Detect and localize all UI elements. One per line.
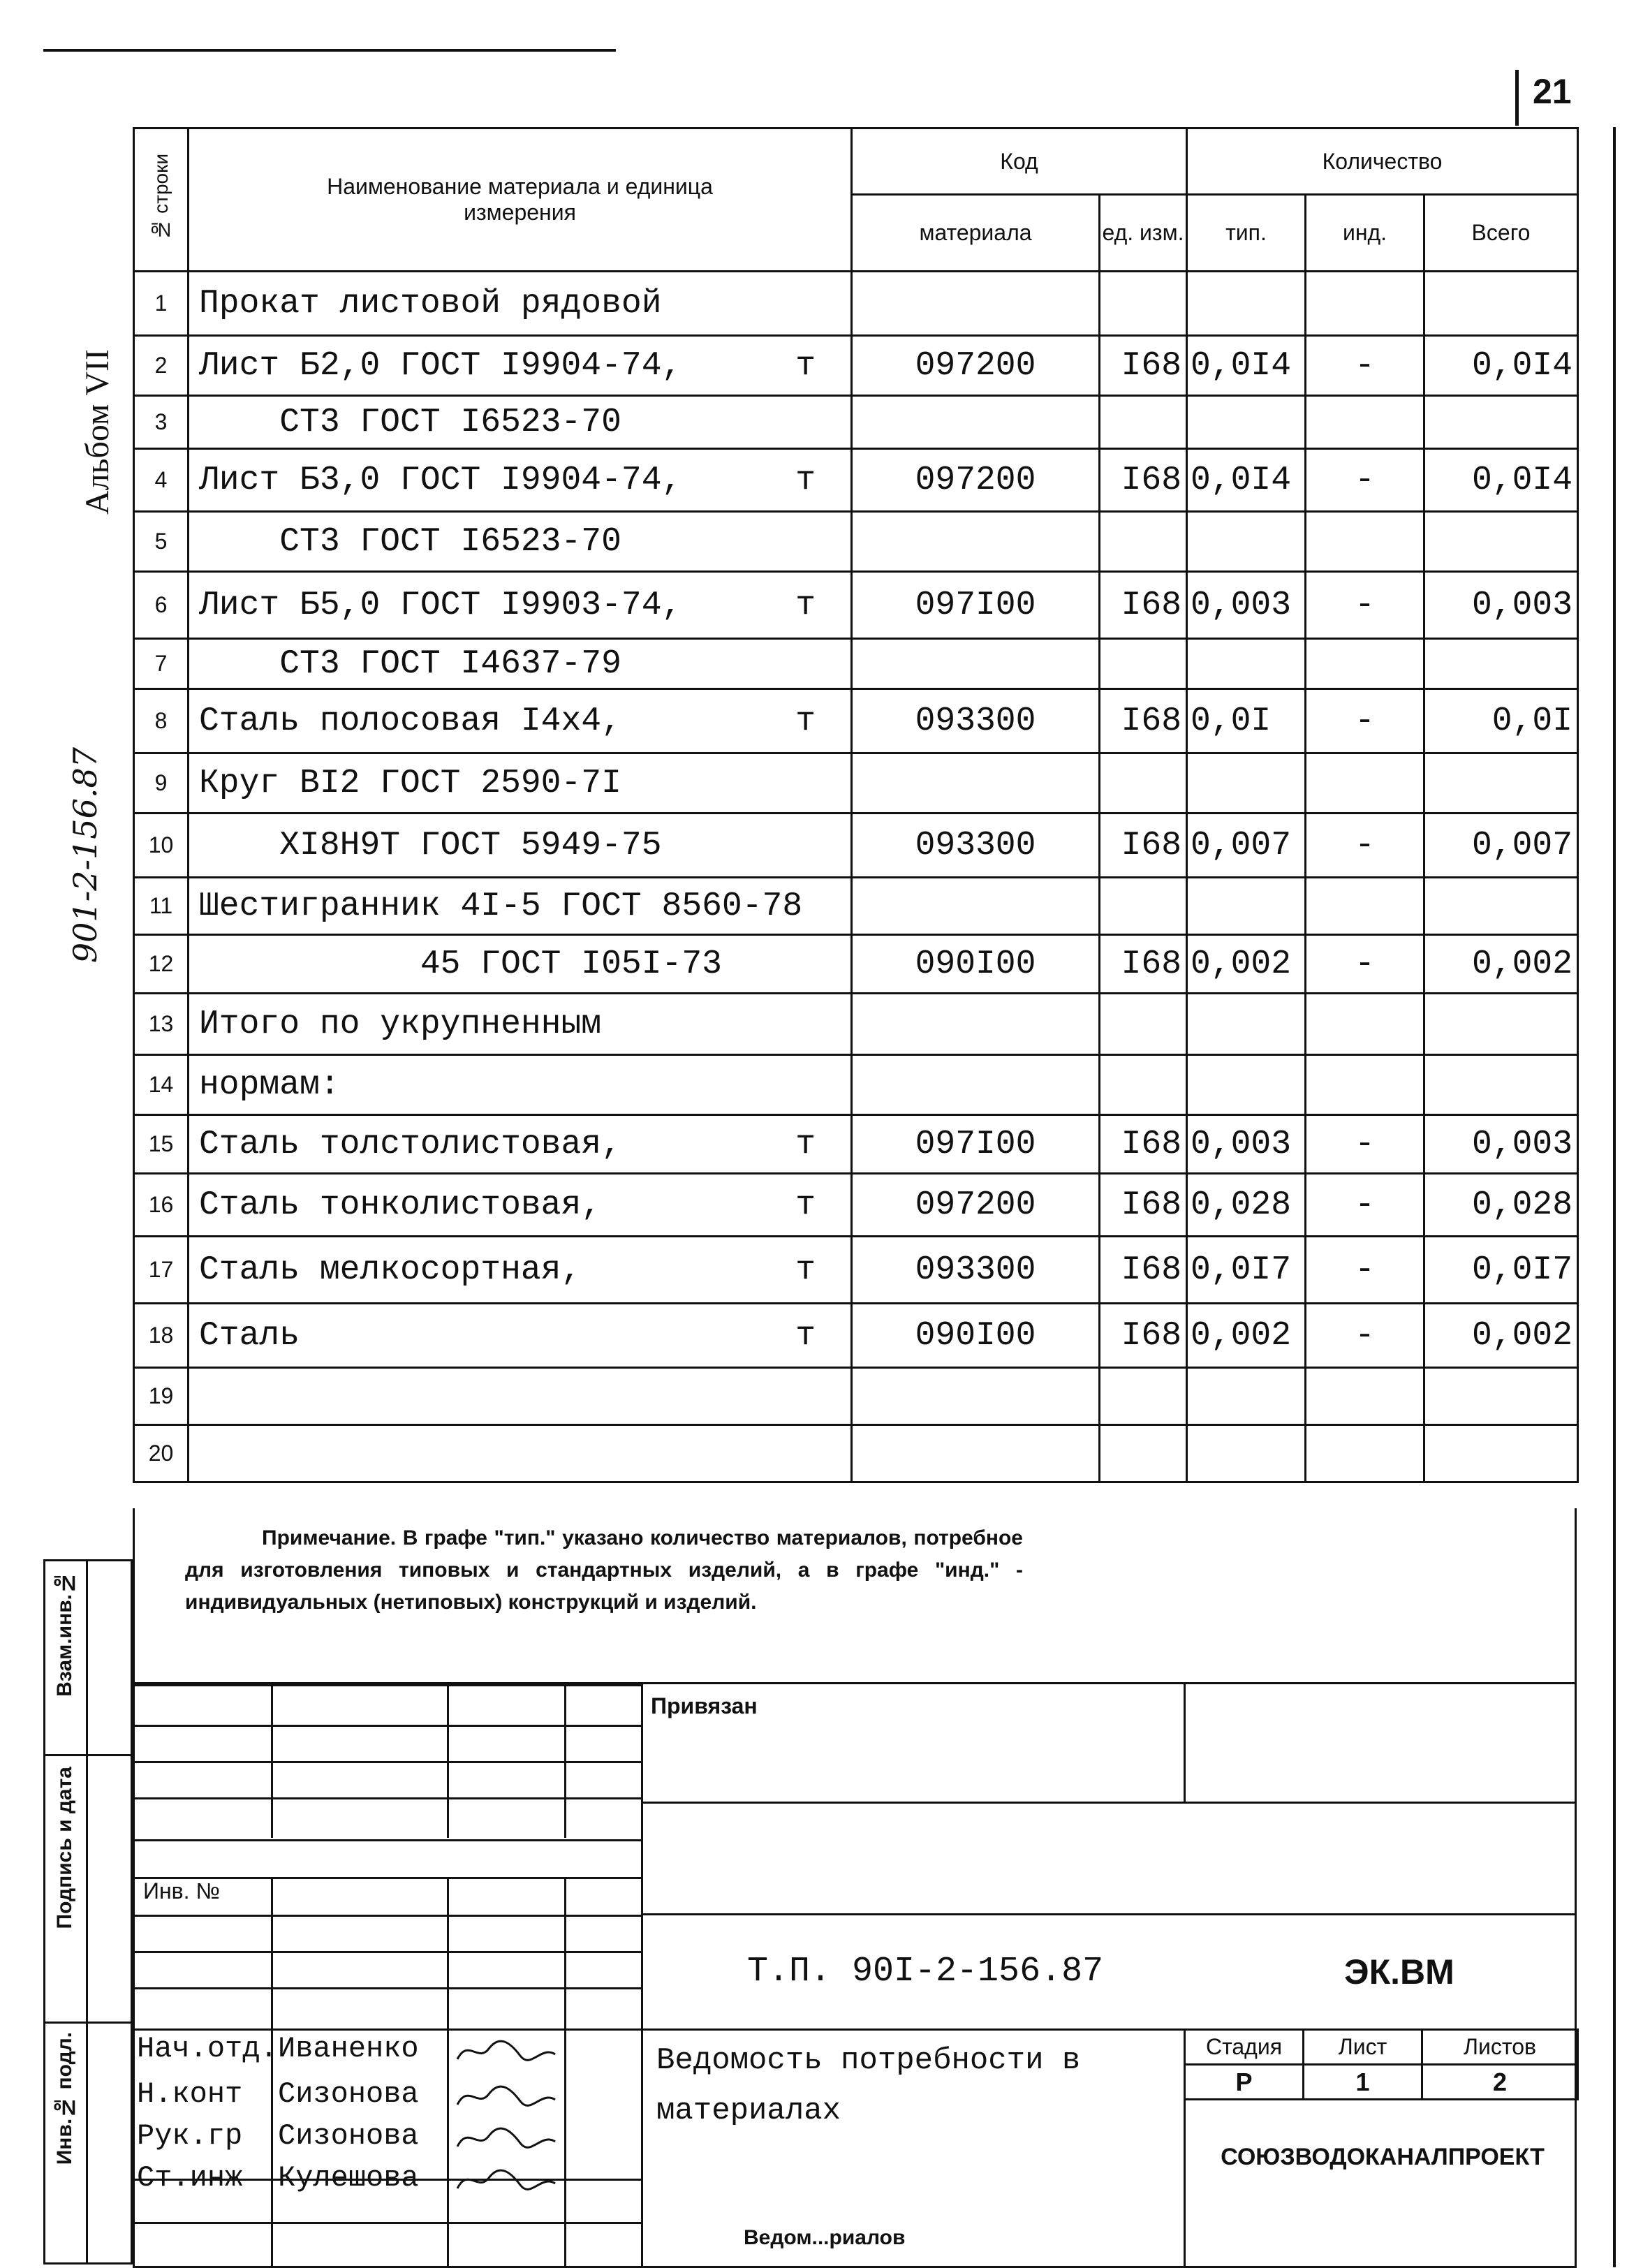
right-frame-line bbox=[1613, 127, 1616, 2267]
row-number: 5 bbox=[134, 512, 189, 572]
material-name: Лист Б3,0 ГОСТ I9904-74, bbox=[199, 461, 682, 499]
row-number: 9 bbox=[134, 753, 189, 813]
material-name-cell bbox=[189, 272, 852, 336]
qty-total: 0,002 bbox=[1424, 1304, 1578, 1368]
unit-code: I68 bbox=[1100, 1304, 1187, 1368]
doc-footer-partial: Ведом...риалов bbox=[744, 2226, 906, 2249]
material-name-cell bbox=[189, 512, 852, 572]
qty-total: 0,0I bbox=[1424, 689, 1578, 753]
header-q-ind: инд. bbox=[1306, 195, 1424, 272]
qty-ind: - bbox=[1306, 813, 1424, 878]
materials-table bbox=[133, 127, 1579, 1483]
material-code bbox=[852, 1368, 1100, 1425]
table-row bbox=[134, 1368, 1578, 1425]
material-name-cell bbox=[189, 1304, 852, 1368]
qty-typ bbox=[1187, 878, 1306, 935]
row-number: 13 bbox=[134, 994, 189, 1055]
material-name-cell bbox=[189, 1425, 852, 1482]
header-quantity: Количество bbox=[1187, 128, 1578, 195]
qty-total: 0,007 bbox=[1424, 813, 1578, 878]
qty-ind: - bbox=[1306, 689, 1424, 753]
material-name-cell bbox=[189, 449, 852, 512]
album-label: Альбом VII bbox=[79, 349, 116, 515]
table-row bbox=[134, 1055, 1578, 1115]
material-unit: т bbox=[795, 1316, 816, 1355]
material-name-cell bbox=[189, 994, 852, 1055]
qty-total bbox=[1424, 396, 1578, 449]
unit-code bbox=[1100, 512, 1187, 572]
sheet-value: 1 bbox=[1304, 2065, 1422, 2100]
material-name-cell bbox=[189, 639, 852, 689]
material-code bbox=[852, 396, 1100, 449]
unit-code bbox=[1100, 639, 1187, 689]
table-row bbox=[134, 1425, 1578, 1482]
qty-typ: 0,0I4 bbox=[1187, 449, 1306, 512]
qty-typ: 0,0I7 bbox=[1187, 1237, 1306, 1304]
qty-ind bbox=[1306, 1368, 1424, 1425]
qty-total bbox=[1424, 1368, 1578, 1425]
material-code: 093300 bbox=[852, 813, 1100, 878]
row-number: 14 bbox=[134, 1055, 189, 1115]
signature-role: Ст.инж bbox=[137, 2161, 243, 2195]
qty-typ bbox=[1187, 512, 1306, 572]
material-name-cell bbox=[189, 1115, 852, 1174]
material-code bbox=[852, 878, 1100, 935]
signature-role: Рук.гр bbox=[137, 2119, 243, 2153]
material-code: 097200 bbox=[852, 336, 1100, 396]
table-row bbox=[134, 689, 1578, 753]
material-name-cell bbox=[189, 935, 852, 994]
table-row bbox=[134, 753, 1578, 813]
table-row bbox=[134, 572, 1578, 639]
qty-ind: - bbox=[1306, 1115, 1424, 1174]
qty-total: 0,028 bbox=[1424, 1174, 1578, 1237]
handwritten-signature bbox=[454, 2035, 559, 2070]
material-name: Сталь мелкосортная, bbox=[199, 1251, 582, 1289]
unit-code: I68 bbox=[1100, 449, 1187, 512]
row-number: 19 bbox=[134, 1368, 189, 1425]
handwritten-signature bbox=[454, 2080, 559, 2115]
material-unit: т bbox=[795, 1251, 816, 1289]
material-name: 45 ГОСТ I05I-73 bbox=[199, 945, 722, 983]
qty-typ bbox=[1187, 1425, 1306, 1482]
qty-ind bbox=[1306, 512, 1424, 572]
material-name: Лист Б5,0 ГОСТ I9903-74, bbox=[199, 586, 682, 624]
material-name-cell bbox=[189, 689, 852, 753]
sheets-label: Листов bbox=[1422, 2030, 1578, 2065]
doc-mark: ЭК.ВМ bbox=[1344, 1952, 1454, 1991]
header-code-unit: ед. изм. bbox=[1100, 195, 1187, 272]
qty-ind: - bbox=[1306, 1304, 1424, 1368]
material-unit: т bbox=[795, 346, 816, 385]
doc-code: Т.П. 90I-2-156.87 bbox=[747, 1952, 1104, 1991]
stage-table bbox=[1184, 2028, 1579, 2100]
signature-name: Кулешова bbox=[278, 2161, 419, 2195]
qty-total bbox=[1424, 994, 1578, 1055]
row-number: 6 bbox=[134, 572, 189, 639]
qty-typ: 0,007 bbox=[1187, 813, 1306, 878]
material-unit: т bbox=[795, 1125, 816, 1163]
unit-code: I68 bbox=[1100, 1115, 1187, 1174]
table-row bbox=[134, 396, 1578, 449]
handwritten-signature bbox=[454, 2122, 559, 2157]
row-number: 15 bbox=[134, 1115, 189, 1174]
material-unit: т bbox=[795, 461, 816, 499]
qty-ind bbox=[1306, 753, 1424, 813]
qty-typ bbox=[1187, 753, 1306, 813]
table-row bbox=[134, 994, 1578, 1055]
qty-total: 0,003 bbox=[1424, 572, 1578, 639]
qty-total: 0,0I4 bbox=[1424, 449, 1578, 512]
material-name: Круг ВI2 ГОСТ 2590-7I bbox=[199, 764, 621, 802]
unit-code: I68 bbox=[1100, 572, 1187, 639]
material-name-cell bbox=[189, 1368, 852, 1425]
table-row bbox=[134, 1237, 1578, 1304]
qty-typ: 0,002 bbox=[1187, 1304, 1306, 1368]
header-q-typ: тип. bbox=[1187, 195, 1306, 272]
qty-total bbox=[1424, 639, 1578, 689]
material-name-cell bbox=[189, 396, 852, 449]
qty-ind bbox=[1306, 396, 1424, 449]
row-number: 8 bbox=[134, 689, 189, 753]
table-row bbox=[134, 1304, 1578, 1368]
unit-code bbox=[1100, 994, 1187, 1055]
doc-title: Ведомость потребности в материалах bbox=[656, 2043, 1081, 2128]
sheet-number-divider bbox=[1515, 70, 1519, 126]
qty-ind: - bbox=[1306, 336, 1424, 396]
material-name: СТ3 ГОСТ I4637-79 bbox=[199, 645, 621, 683]
qty-typ bbox=[1187, 396, 1306, 449]
signature-role: Н.конт bbox=[137, 2077, 243, 2111]
privyazan-label: Привязан bbox=[651, 1693, 758, 1718]
material-code bbox=[852, 639, 1100, 689]
material-name-cell bbox=[189, 336, 852, 396]
row-number: 17 bbox=[134, 1237, 189, 1304]
qty-total bbox=[1424, 878, 1578, 935]
unit-code: I68 bbox=[1100, 935, 1187, 994]
qty-ind: - bbox=[1306, 935, 1424, 994]
row-number: 4 bbox=[134, 449, 189, 512]
top-rule bbox=[43, 49, 616, 52]
qty-total: 0,0I4 bbox=[1424, 336, 1578, 396]
material-code: 097I00 bbox=[852, 572, 1100, 639]
qty-typ bbox=[1187, 994, 1306, 1055]
qty-total: 0,002 bbox=[1424, 935, 1578, 994]
material-name: СТ3 ГОСТ I6523-70 bbox=[199, 403, 621, 441]
material-unit: т bbox=[795, 1186, 816, 1224]
unit-code bbox=[1100, 272, 1187, 336]
material-code: 097200 bbox=[852, 1174, 1100, 1237]
material-code bbox=[852, 272, 1100, 336]
header-q-total: Всего bbox=[1424, 195, 1578, 272]
unit-code: I68 bbox=[1100, 336, 1187, 396]
material-name: Шестигранник 4I-5 ГОСТ 8560-78 bbox=[199, 887, 803, 925]
qty-ind bbox=[1306, 878, 1424, 935]
unit-code: I68 bbox=[1100, 689, 1187, 753]
table-row bbox=[134, 336, 1578, 396]
material-name: ХI8Н9Т ГОСТ 5949-75 bbox=[199, 826, 662, 864]
material-name-cell bbox=[189, 1237, 852, 1304]
qty-ind bbox=[1306, 639, 1424, 689]
material-code bbox=[852, 1425, 1100, 1482]
table-row bbox=[134, 1115, 1578, 1174]
material-name: Итого по укрупненным bbox=[199, 1005, 602, 1043]
unit-code: I68 bbox=[1100, 813, 1187, 878]
qty-total: 0,0I7 bbox=[1424, 1237, 1578, 1304]
table-row bbox=[134, 813, 1578, 878]
material-code bbox=[852, 512, 1100, 572]
qty-ind: - bbox=[1306, 1237, 1424, 1304]
stamp-vzam: Взам.инв.№ bbox=[53, 1571, 76, 1697]
stamp-inv: Инв.№ подл. bbox=[53, 2032, 76, 2165]
qty-ind bbox=[1306, 1055, 1424, 1115]
qty-ind bbox=[1306, 994, 1424, 1055]
material-name-cell bbox=[189, 878, 852, 935]
note-text: Примечание. В графе "тип." указано количество материалов, потребное для изготовления типовых и стандартных изделий, а в графе "инд." - индивидуальных (нетиповых) конструкций и изделий. bbox=[185, 1526, 1023, 1614]
qty-ind: - bbox=[1306, 449, 1424, 512]
material-code: 090I00 bbox=[852, 1304, 1100, 1368]
row-number: 3 bbox=[134, 396, 189, 449]
table-row bbox=[134, 935, 1578, 994]
inv-no-label: Инв. № bbox=[143, 1878, 220, 1904]
row-number: 20 bbox=[134, 1425, 189, 1482]
qty-typ: 0,0I4 bbox=[1187, 336, 1306, 396]
table-row bbox=[134, 512, 1578, 572]
material-unit: т bbox=[795, 586, 816, 624]
material-code: 090I00 bbox=[852, 935, 1100, 994]
material-code bbox=[852, 753, 1100, 813]
signature-role: Нач.отд. bbox=[137, 2032, 278, 2066]
table-row bbox=[134, 878, 1578, 935]
handwritten-signature bbox=[454, 2164, 559, 2199]
qty-typ: 0,003 bbox=[1187, 572, 1306, 639]
row-number: 10 bbox=[134, 813, 189, 878]
qty-typ: 0,0I bbox=[1187, 689, 1306, 753]
material-name: Сталь толстолистовая, bbox=[199, 1125, 621, 1163]
material-code: 093300 bbox=[852, 689, 1100, 753]
material-name-cell bbox=[189, 1174, 852, 1237]
qty-total bbox=[1424, 512, 1578, 572]
material-name: СТ3 ГОСТ I6523-70 bbox=[199, 522, 621, 561]
material-code: 093300 bbox=[852, 1237, 1100, 1304]
table-row bbox=[134, 272, 1578, 336]
row-number: 1 bbox=[134, 272, 189, 336]
header-code-material: материала bbox=[852, 195, 1100, 272]
row-number: 7 bbox=[134, 639, 189, 689]
material-code: 097I00 bbox=[852, 1115, 1100, 1174]
unit-code bbox=[1100, 878, 1187, 935]
qty-total: 0,003 bbox=[1424, 1115, 1578, 1174]
row-number: 18 bbox=[134, 1304, 189, 1368]
sheet-number: 21 bbox=[1533, 72, 1572, 111]
qty-typ: 0,002 bbox=[1187, 935, 1306, 994]
qty-typ: 0,003 bbox=[1187, 1115, 1306, 1174]
qty-ind: - bbox=[1306, 1174, 1424, 1237]
row-number: 16 bbox=[134, 1174, 189, 1237]
stage-label: Стадия bbox=[1185, 2030, 1304, 2065]
qty-total bbox=[1424, 753, 1578, 813]
material-code bbox=[852, 994, 1100, 1055]
qty-ind bbox=[1306, 272, 1424, 336]
row-number: 11 bbox=[134, 878, 189, 935]
org-name: СОЮЗВОДОКАНАЛПРОЕКТ bbox=[1221, 2144, 1545, 2170]
row-number: 12 bbox=[134, 935, 189, 994]
material-name: Сталь bbox=[199, 1316, 300, 1355]
material-name: Прокат листовой рядовой bbox=[199, 284, 662, 323]
material-code bbox=[852, 1055, 1100, 1115]
qty-total bbox=[1424, 1425, 1578, 1482]
qty-typ bbox=[1187, 639, 1306, 689]
material-name: нормам: bbox=[199, 1066, 340, 1104]
qty-total bbox=[1424, 272, 1578, 336]
unit-code: I68 bbox=[1100, 1237, 1187, 1304]
qty-ind: - bbox=[1306, 572, 1424, 639]
sheet-label: Лист bbox=[1304, 2030, 1422, 2065]
qty-ind bbox=[1306, 1425, 1424, 1482]
handwritten-code: 901-2-156.87 bbox=[66, 747, 104, 964]
unit-code bbox=[1100, 396, 1187, 449]
signature-name: Иваненко bbox=[278, 2032, 419, 2066]
qty-total bbox=[1424, 1055, 1578, 1115]
unit-code bbox=[1100, 1425, 1187, 1482]
row-number: 2 bbox=[134, 336, 189, 396]
signature-name: Сизонова bbox=[278, 2119, 419, 2153]
material-name: Сталь полосовая I4х4, bbox=[199, 702, 621, 740]
signature-name: Сизонова bbox=[278, 2077, 419, 2111]
material-unit: т bbox=[795, 702, 816, 740]
qty-typ bbox=[1187, 1368, 1306, 1425]
unit-code: I68 bbox=[1100, 1174, 1187, 1237]
header-code: Код bbox=[852, 128, 1187, 195]
stamp-podpis: Подпись и дата bbox=[53, 1767, 76, 1929]
material-name: Лист Б2,0 ГОСТ I9904-74, bbox=[199, 346, 682, 385]
material-name: Сталь тонколистовая, bbox=[199, 1186, 602, 1224]
header-name: Наименование материала и единица измерения bbox=[189, 128, 852, 272]
unit-code bbox=[1100, 1368, 1187, 1425]
header-row-no: № строки bbox=[134, 128, 189, 272]
material-code: 097200 bbox=[852, 449, 1100, 512]
material-name-cell bbox=[189, 813, 852, 878]
material-name-cell bbox=[189, 1055, 852, 1115]
qty-typ bbox=[1187, 272, 1306, 336]
sheets-value: 2 bbox=[1422, 2065, 1578, 2100]
stage-value: Р bbox=[1185, 2065, 1304, 2100]
table-row bbox=[134, 449, 1578, 512]
material-name-cell bbox=[189, 753, 852, 813]
qty-typ: 0,028 bbox=[1187, 1174, 1306, 1237]
unit-code bbox=[1100, 753, 1187, 813]
material-name-cell bbox=[189, 572, 852, 639]
table-row bbox=[134, 1174, 1578, 1237]
table-row bbox=[134, 639, 1578, 689]
qty-typ bbox=[1187, 1055, 1306, 1115]
unit-code bbox=[1100, 1055, 1187, 1115]
